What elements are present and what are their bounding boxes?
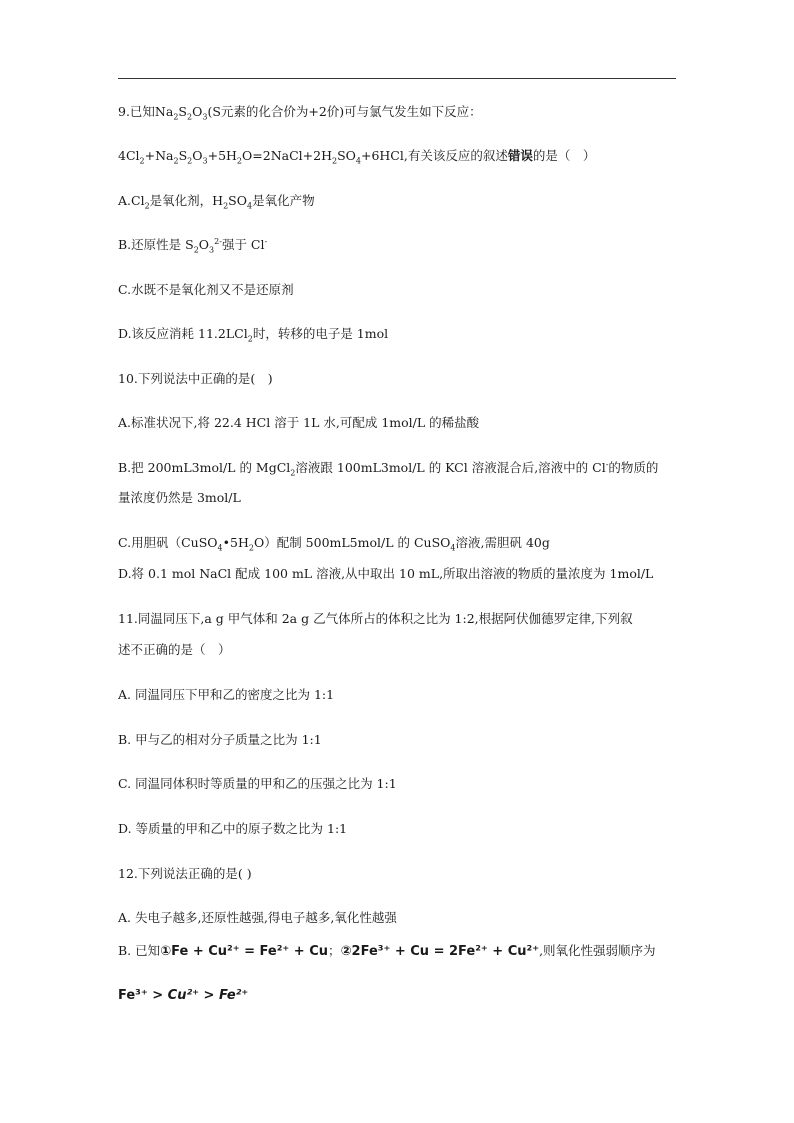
q12-equation-1: ①Fe + Cu²⁺ = Fe²⁺ + Cu: [160, 944, 329, 959]
q10-option-b-line1: B.把 200mL3mol/L 的 MgCl$_2$溶液跟 100mL3mol/L 的 KCl 溶液混合后,溶液中的 Cl-的物质的: [118, 459, 659, 478]
q12-option-a: A. 失电子越多,还原性越强,得电子越多,氧化性越强: [118, 910, 397, 925]
q10-option-d: D.将 0.1 mol NaCl 配成 100 mL 溶液,从中取出 10 mL,所取出溶液的物质的量浓度为 1mol/L: [118, 566, 654, 581]
q12-oxidizing-order: Fe³⁺ > Cu²⁺ > Fe²⁺: [118, 988, 249, 1003]
q9-option-a: $A.Cl_2$是氧化剂，$H_2SO_4$是氧化产物: [118, 193, 315, 211]
q9-equation: $4Cl_2+Na_2S_2O_3+5H_2O=2NaCl+2H_2SO_4+6HCl$,有关该反应的叙述错误的是（ ）: [118, 148, 596, 166]
q11-stem-line2: 述不正确的是（ ）: [118, 642, 231, 657]
q9-stem: 9.已知$Na_2S_2O_3(S$元素的化合价为+2价)可与氯气发生如下反应：: [118, 104, 482, 122]
q11-option-d: D. 等质量的甲和乙中的原子数之比为 1:1: [118, 821, 348, 836]
q12-equation-2: ②2Fe³⁺ + Cu = 2Fe²⁺ + Cu²⁺: [340, 944, 540, 959]
q12-option-b: B. 已知①Fe + Cu²⁺ = Fe²⁺ + Cu；②2Fe³⁺ + Cu = 2Fe²⁺ + Cu²⁺,则氧化性强弱顺序为: [118, 943, 656, 959]
q9-option-b: B.还原性是 $S_2O_3^{2-}$强于 Cl-: [118, 236, 268, 255]
q11-option-c: C. 同温同体积时等质量的甲和乙的压强之比为 1:1: [118, 776, 397, 791]
q9-option-c: C.水既不是氧化剂又不是还原剂: [118, 282, 294, 297]
q10-option-a: A.标准状况下,将 22.4 HCl 溶于 1L 水,可配成 1mol/L 的稀盐酸: [118, 415, 480, 430]
q10-option-b-line2: 量浓度仍然是 3mol/L: [118, 490, 241, 505]
q10-stem: 10.下列说法中正确的是( ): [118, 371, 273, 386]
q9-option-d: D.该反应消耗 11.2LCl$_2$时，转移的电子是 1mol: [118, 326, 389, 344]
q11-stem-line1: 11.同温同压下,a g 甲气体和 2a g 乙气体所占的体积之比为 1:2,根据阿伏伽德罗定律,下列叙: [118, 611, 633, 626]
header-rule: [118, 78, 676, 79]
q10-option-c: C.用胆矾$(CuSO_4•5H_2O)$配制 500mL5mol/L 的 CuSO$_4$溶液,需胆矾 40g: [118, 535, 550, 553]
q12-stem: 12.下列说法正确的是( ): [118, 866, 252, 881]
q11-option-b: B. 甲与乙的相对分子质量之比为 1:1: [118, 732, 322, 747]
q11-option-a: A. 同温同压下甲和乙的密度之比为 1:1: [118, 687, 335, 702]
q9-emphasis: 错误: [507, 148, 533, 163]
